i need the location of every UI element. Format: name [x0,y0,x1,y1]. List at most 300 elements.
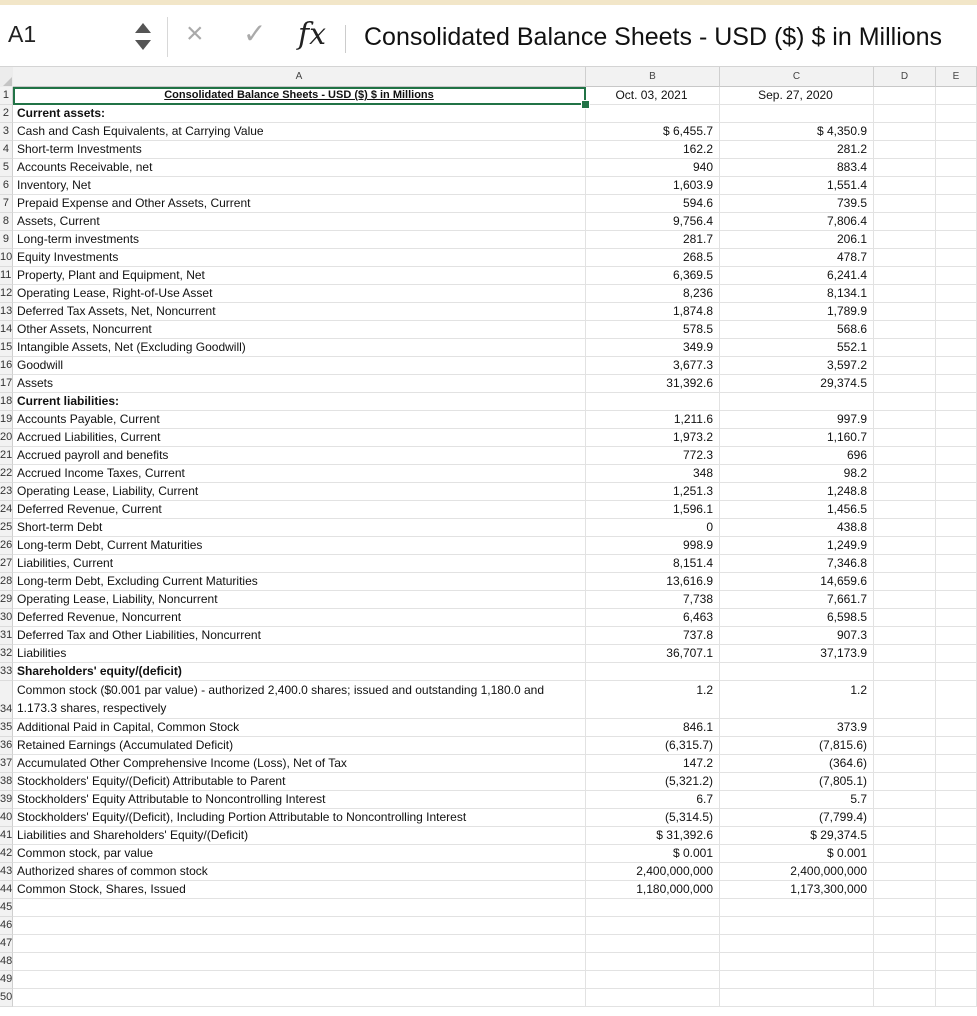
cell-a-row[interactable] [13,935,586,953]
cell-b-row[interactable]: (5,314.5) [586,809,720,827]
cell-b-row[interactable] [586,953,720,971]
cell-d-row[interactable] [874,627,936,645]
row-header[interactable]: 21 [0,447,13,465]
cell-d-row[interactable] [874,555,936,573]
cell-e-row[interactable] [936,339,977,357]
cell-e-row[interactable] [936,719,977,737]
cell-a-row[interactable]: Long-term Debt, Excluding Current Maturities [13,573,586,591]
cell-a-row[interactable]: Long-term investments [13,231,586,249]
cell-e-row[interactable] [936,357,977,375]
cell-b-row[interactable]: 737.8 [586,627,720,645]
cell-b-row[interactable]: 13,616.9 [586,573,720,591]
cell-c-row[interactable] [720,935,874,953]
cell-e-row[interactable] [936,935,977,953]
cell-e-row[interactable] [936,899,977,917]
cancel-icon[interactable]: × [186,17,204,50]
cell-e-row[interactable] [936,249,977,267]
cell-a-row[interactable]: Accounts Receivable, net [13,159,586,177]
cell-c-row[interactable]: 37,173.9 [720,645,874,663]
cell-d-row[interactable] [874,773,936,791]
cell-c-row[interactable]: 98.2 [720,465,874,483]
cell-d-row[interactable] [874,971,936,989]
cell-d-row[interactable] [874,159,936,177]
cell-e-row[interactable] [936,447,977,465]
cell-e-row[interactable] [936,231,977,249]
cell-b-row[interactable] [586,393,720,411]
cell-e-row[interactable] [936,681,977,719]
row-header[interactable]: 35 [0,719,13,737]
chevron-down-icon[interactable] [135,40,151,50]
cell-c-row[interactable]: 7,346.8 [720,555,874,573]
cell-c-row[interactable]: 2,400,000,000 [720,863,874,881]
cell-a-row[interactable]: Equity Investments [13,249,586,267]
cell-d-row[interactable] [874,953,936,971]
cell-e-row[interactable] [936,971,977,989]
cell-a-row[interactable]: Stockholders' Equity Attributable to Noncontrolling Interest [13,791,586,809]
cell-d-row[interactable] [874,267,936,285]
cell-c-row[interactable]: $ 4,350.9 [720,123,874,141]
cell-b-row[interactable] [586,935,720,953]
cell-a-row[interactable]: Consolidated Balance Sheets - USD ($) $ in Millions [13,87,586,105]
cell-c-row[interactable]: (364.6) [720,755,874,773]
row-header[interactable]: 34 [0,681,13,719]
cell-d-row[interactable] [874,609,936,627]
cell-b-row[interactable]: 147.2 [586,755,720,773]
cell-b-row[interactable]: 6.7 [586,791,720,809]
cell-e-row[interactable] [936,791,977,809]
cell-c-row[interactable]: 1,456.5 [720,501,874,519]
cell-a-row[interactable]: Operating Lease, Right-of-Use Asset [13,285,586,303]
cell-c-row[interactable]: 1,249.9 [720,537,874,555]
cell-a-row[interactable]: Accrued payroll and benefits [13,447,586,465]
cell-d-row[interactable] [874,357,936,375]
cell-a-row[interactable]: Long-term Debt, Current Maturities [13,537,586,555]
cell-c-row[interactable]: $ 0.001 [720,845,874,863]
cell-d-row[interactable] [874,537,936,555]
cell-c-row[interactable] [720,953,874,971]
cell-e-row[interactable] [936,645,977,663]
cell-a-row[interactable]: Prepaid Expense and Other Assets, Current [13,195,586,213]
cell-d-row[interactable] [874,663,936,681]
row-header[interactable]: 1 [0,87,13,105]
cell-c-row[interactable]: 5.7 [720,791,874,809]
row-header[interactable]: 36 [0,737,13,755]
cell-a-row[interactable]: Deferred Tax Assets, Net, Noncurrent [13,303,586,321]
cell-b-row[interactable]: 1,596.1 [586,501,720,519]
cell-e-row[interactable] [936,609,977,627]
cell-d-row[interactable] [874,591,936,609]
cell-e-row[interactable] [936,285,977,303]
cell-c-row[interactable]: 8,134.1 [720,285,874,303]
cell-b-row[interactable]: 8,236 [586,285,720,303]
column-header-e[interactable]: E [936,67,977,87]
cell-b-row[interactable]: (6,315.7) [586,737,720,755]
cell-d-row[interactable] [874,411,936,429]
row-header[interactable]: 44 [0,881,13,899]
cell-c-row[interactable]: Sep. 27, 2020 [720,87,874,105]
cell-e-row[interactable] [936,141,977,159]
cell-b-row[interactable]: 268.5 [586,249,720,267]
cell-c-row[interactable] [720,989,874,1007]
cell-a-row[interactable] [13,917,586,935]
cell-c-row[interactable]: 907.3 [720,627,874,645]
chevron-up-icon[interactable] [135,23,151,33]
cell-b-row[interactable]: 940 [586,159,720,177]
cell-d-row[interactable] [874,809,936,827]
fill-handle[interactable] [581,100,590,109]
cell-c-row[interactable] [720,663,874,681]
cell-b-row[interactable]: 1.2 [586,681,720,719]
cell-a-row[interactable]: Assets, Current [13,213,586,231]
cell-e-row[interactable] [936,809,977,827]
cell-b-row[interactable]: 0 [586,519,720,537]
row-header[interactable]: 37 [0,755,13,773]
cell-e-row[interactable] [936,827,977,845]
cell-c-row[interactable]: $ 29,374.5 [720,827,874,845]
row-header[interactable]: 16 [0,357,13,375]
cell-c-row[interactable]: 1,248.8 [720,483,874,501]
cell-b-row[interactable]: 1,603.9 [586,177,720,195]
cell-b-row[interactable]: 7,738 [586,591,720,609]
cell-d-row[interactable] [874,105,936,123]
column-header-a[interactable]: A [13,67,586,87]
cell-a-row[interactable]: Accumulated Other Comprehensive Income (Loss), Net of Tax [13,755,586,773]
cell-c-row[interactable]: (7,799.4) [720,809,874,827]
cell-e-row[interactable] [936,501,977,519]
cell-a-row[interactable]: Liabilities [13,645,586,663]
row-header[interactable]: 24 [0,501,13,519]
cell-d-row[interactable] [874,447,936,465]
cell-c-row[interactable]: 206.1 [720,231,874,249]
cell-e-row[interactable] [936,123,977,141]
cell-a-row[interactable]: Stockholders' Equity/(Deficit) Attributable to Parent [13,773,586,791]
cell-d-row[interactable] [874,501,936,519]
cell-b-row[interactable] [586,989,720,1007]
row-header[interactable]: 29 [0,591,13,609]
cell-e-row[interactable] [936,555,977,573]
cell-b-row[interactable]: 31,392.6 [586,375,720,393]
cell-d-row[interactable] [874,393,936,411]
cell-b-row[interactable]: 8,151.4 [586,555,720,573]
row-header[interactable]: 48 [0,953,13,971]
cell-a-row[interactable]: Operating Lease, Liability, Noncurrent [13,591,586,609]
cell-d-row[interactable] [874,375,936,393]
cell-b-row[interactable]: 1,973.2 [586,429,720,447]
cell-d-row[interactable] [874,791,936,809]
formula-input[interactable]: Consolidated Balance Sheets - USD ($) $ in Millions [364,23,943,51]
row-header[interactable]: 20 [0,429,13,447]
cell-e-row[interactable] [936,195,977,213]
row-header[interactable]: 31 [0,627,13,645]
cell-a-row[interactable] [13,899,586,917]
row-header[interactable]: 32 [0,645,13,663]
cell-d-row[interactable] [874,719,936,737]
row-header[interactable]: 25 [0,519,13,537]
cell-e-row[interactable] [936,87,977,105]
cell-d-row[interactable] [874,899,936,917]
row-header[interactable]: 46 [0,917,13,935]
name-box-stepper[interactable] [135,19,153,55]
cell-e-row[interactable] [936,393,977,411]
cell-e-row[interactable] [936,519,977,537]
cell-d-row[interactable] [874,645,936,663]
cell-b-row[interactable]: 3,677.3 [586,357,720,375]
cell-a-row[interactable]: Authorized shares of common stock [13,863,586,881]
cell-b-row[interactable]: $ 31,392.6 [586,827,720,845]
cell-e-row[interactable] [936,989,977,1007]
cell-c-row[interactable]: 997.9 [720,411,874,429]
function-icon[interactable]: fx [298,17,327,52]
row-header[interactable]: 14 [0,321,13,339]
cell-e-row[interactable] [936,773,977,791]
cell-a-row[interactable]: Liabilities and Shareholders' Equity/(Deficit) [13,827,586,845]
row-header[interactable]: 33 [0,663,13,681]
cell-b-row[interactable]: 36,707.1 [586,645,720,663]
cell-e-row[interactable] [936,737,977,755]
cell-e-row[interactable] [936,663,977,681]
row-header[interactable]: 38 [0,773,13,791]
cell-e-row[interactable] [936,537,977,555]
row-header[interactable]: 39 [0,791,13,809]
cell-e-row[interactable] [936,267,977,285]
cell-c-row[interactable]: 373.9 [720,719,874,737]
cell-b-row[interactable]: 349.9 [586,339,720,357]
cell-e-row[interactable] [936,627,977,645]
cell-d-row[interactable] [874,827,936,845]
cell-b-row[interactable]: 772.3 [586,447,720,465]
cell-b-row[interactable]: 1,211.6 [586,411,720,429]
cell-e-row[interactable] [936,105,977,123]
row-header[interactable]: 22 [0,465,13,483]
cell-e-row[interactable] [936,917,977,935]
cell-a-row[interactable]: Goodwill [13,357,586,375]
cell-c-row[interactable] [720,899,874,917]
row-header[interactable]: 7 [0,195,13,213]
cell-b-row[interactable]: 998.9 [586,537,720,555]
cell-a-row[interactable]: Deferred Revenue, Noncurrent [13,609,586,627]
cell-a-row[interactable]: Other Assets, Noncurrent [13,321,586,339]
cell-d-row[interactable] [874,681,936,719]
cell-b-row[interactable] [586,663,720,681]
cell-a-row[interactable]: Short-term Debt [13,519,586,537]
row-header[interactable]: 42 [0,845,13,863]
cell-e-row[interactable] [936,213,977,231]
cell-e-row[interactable] [936,881,977,899]
cell-b-row[interactable]: 348 [586,465,720,483]
cell-b-row[interactable] [586,917,720,935]
cell-b-row[interactable]: 9,756.4 [586,213,720,231]
cell-c-row[interactable]: 7,661.7 [720,591,874,609]
cell-a-row[interactable]: Additional Paid in Capital, Common Stock [13,719,586,737]
cell-e-row[interactable] [936,755,977,773]
cell-c-row[interactable]: 552.1 [720,339,874,357]
cell-c-row[interactable]: 6,241.4 [720,267,874,285]
cell-a-row[interactable]: Accrued Liabilities, Current [13,429,586,447]
row-header[interactable]: 11 [0,267,13,285]
cell-e-row[interactable] [936,177,977,195]
cell-b-row[interactable]: 578.5 [586,321,720,339]
cell-d-row[interactable] [874,465,936,483]
cell-e-row[interactable] [936,863,977,881]
cell-d-row[interactable] [874,195,936,213]
cell-a-row[interactable]: Deferred Revenue, Current [13,501,586,519]
cell-c-row[interactable]: 14,659.6 [720,573,874,591]
cell-c-row[interactable] [720,917,874,935]
row-header[interactable]: 2 [0,105,13,123]
cell-c-row[interactable]: 1.2 [720,681,874,719]
row-header[interactable]: 45 [0,899,13,917]
cell-a-row[interactable]: Intangible Assets, Net (Excluding Goodwill) [13,339,586,357]
row-header[interactable]: 49 [0,971,13,989]
cell-e-row[interactable] [936,411,977,429]
cell-d-row[interactable] [874,845,936,863]
cell-a-row[interactable]: Deferred Tax and Other Liabilities, Noncurrent [13,627,586,645]
cell-c-row[interactable]: 883.4 [720,159,874,177]
cell-b-row[interactable]: Oct. 03, 2021 [586,87,720,105]
row-header[interactable]: 27 [0,555,13,573]
row-header[interactable]: 15 [0,339,13,357]
cell-e-row[interactable] [936,465,977,483]
row-header[interactable]: 17 [0,375,13,393]
row-header[interactable]: 10 [0,249,13,267]
row-header[interactable]: 47 [0,935,13,953]
cell-c-row[interactable]: (7,815.6) [720,737,874,755]
row-header[interactable]: 9 [0,231,13,249]
cell-b-row[interactable]: 846.1 [586,719,720,737]
name-box[interactable]: A1 [8,21,37,47]
cell-e-row[interactable] [936,429,977,447]
cell-c-row[interactable]: 1,789.9 [720,303,874,321]
cell-b-row[interactable]: 281.7 [586,231,720,249]
cell-c-row[interactable]: 568.6 [720,321,874,339]
row-header[interactable]: 41 [0,827,13,845]
row-header[interactable]: 13 [0,303,13,321]
row-header[interactable]: 43 [0,863,13,881]
cell-c-row[interactable] [720,393,874,411]
cell-b-row[interactable]: 6,463 [586,609,720,627]
row-header[interactable]: 50 [0,989,13,1007]
cell-b-row[interactable]: (5,321.2) [586,773,720,791]
cell-a-row[interactable]: Shareholders' equity/(deficit) [13,663,586,681]
cell-c-row[interactable]: 6,598.5 [720,609,874,627]
cell-c-row[interactable]: 281.2 [720,141,874,159]
cell-e-row[interactable] [936,159,977,177]
cell-a-row[interactable] [13,989,586,1007]
cell-d-row[interactable] [874,989,936,1007]
cell-c-row[interactable]: (7,805.1) [720,773,874,791]
cell-e-row[interactable] [936,573,977,591]
cell-d-row[interactable] [874,429,936,447]
confirm-icon[interactable]: ✓ [243,18,267,49]
cell-b-row[interactable]: 1,180,000,000 [586,881,720,899]
cell-a-row[interactable]: Accrued Income Taxes, Current [13,465,586,483]
cell-d-row[interactable] [874,755,936,773]
cell-d-row[interactable] [874,285,936,303]
select-all-corner[interactable] [0,67,14,88]
cell-d-row[interactable] [874,935,936,953]
row-header[interactable]: 3 [0,123,13,141]
cell-e-row[interactable] [936,375,977,393]
cell-c-row[interactable]: 7,806.4 [720,213,874,231]
cell-a-row[interactable]: Current assets: [13,105,586,123]
cell-a-row[interactable]: Inventory, Net [13,177,586,195]
cell-d-row[interactable] [874,249,936,267]
row-header[interactable]: 5 [0,159,13,177]
cell-c-row[interactable]: 3,597.2 [720,357,874,375]
cell-d-row[interactable] [874,123,936,141]
cell-a-row[interactable] [13,953,586,971]
cell-c-row[interactable]: 1,160.7 [720,429,874,447]
cell-b-row[interactable]: 6,369.5 [586,267,720,285]
cell-c-row[interactable]: 696 [720,447,874,465]
cell-b-row[interactable]: 594.6 [586,195,720,213]
row-header[interactable]: 6 [0,177,13,195]
cell-d-row[interactable] [874,483,936,501]
cell-a-row[interactable]: Common stock, par value [13,845,586,863]
cell-d-row[interactable] [874,231,936,249]
cell-c-row[interactable]: 478.7 [720,249,874,267]
cell-d-row[interactable] [874,737,936,755]
cell-b-row[interactable] [586,105,720,123]
row-header[interactable]: 12 [0,285,13,303]
cell-d-row[interactable] [874,519,936,537]
cell-b-row[interactable]: 162.2 [586,141,720,159]
cell-d-row[interactable] [874,213,936,231]
cell-a-row[interactable]: Retained Earnings (Accumulated Deficit) [13,737,586,755]
cell-d-row[interactable] [874,321,936,339]
cell-d-row[interactable] [874,917,936,935]
cell-c-row[interactable]: 1,173,300,000 [720,881,874,899]
cell-e-row[interactable] [936,483,977,501]
column-header-b[interactable]: B [586,67,720,87]
cell-d-row[interactable] [874,863,936,881]
row-header[interactable]: 19 [0,411,13,429]
cell-b-row[interactable] [586,899,720,917]
cell-d-row[interactable] [874,881,936,899]
cell-a-row[interactable]: Assets [13,375,586,393]
cell-a-row[interactable]: Current liabilities: [13,393,586,411]
cell-d-row[interactable] [874,303,936,321]
column-header-d[interactable]: D [874,67,936,87]
row-header[interactable]: 18 [0,393,13,411]
cell-c-row[interactable]: 739.5 [720,195,874,213]
cell-d-row[interactable] [874,573,936,591]
row-header[interactable]: 26 [0,537,13,555]
cell-a-row[interactable]: Short-term Investments [13,141,586,159]
cell-a-row[interactable] [13,971,586,989]
cell-e-row[interactable] [936,321,977,339]
row-header[interactable]: 4 [0,141,13,159]
cell-a-row[interactable]: Common stock ($0.001 par value) - authorized 2,400.0 shares; issued and outstanding 1,180.0 and 1.173.3 shares, respectively [13,681,586,719]
cell-c-row[interactable]: 438.8 [720,519,874,537]
row-header[interactable]: 23 [0,483,13,501]
cell-e-row[interactable] [936,953,977,971]
row-header[interactable]: 28 [0,573,13,591]
cell-d-row[interactable] [874,339,936,357]
cell-b-row[interactable]: 1,251.3 [586,483,720,501]
column-header-c[interactable]: C [720,67,874,87]
cell-a-row[interactable]: Cash and Cash Equivalents, at Carrying Value [13,123,586,141]
row-header[interactable]: 30 [0,609,13,627]
cell-d-row[interactable] [874,141,936,159]
cell-c-row[interactable] [720,971,874,989]
row-header[interactable]: 8 [0,213,13,231]
cell-a-row[interactable]: Property, Plant and Equipment, Net [13,267,586,285]
cell-b-row[interactable]: 2,400,000,000 [586,863,720,881]
cell-a-row[interactable]: Accounts Payable, Current [13,411,586,429]
cell-b-row[interactable] [586,971,720,989]
cell-b-row[interactable]: $ 6,455.7 [586,123,720,141]
